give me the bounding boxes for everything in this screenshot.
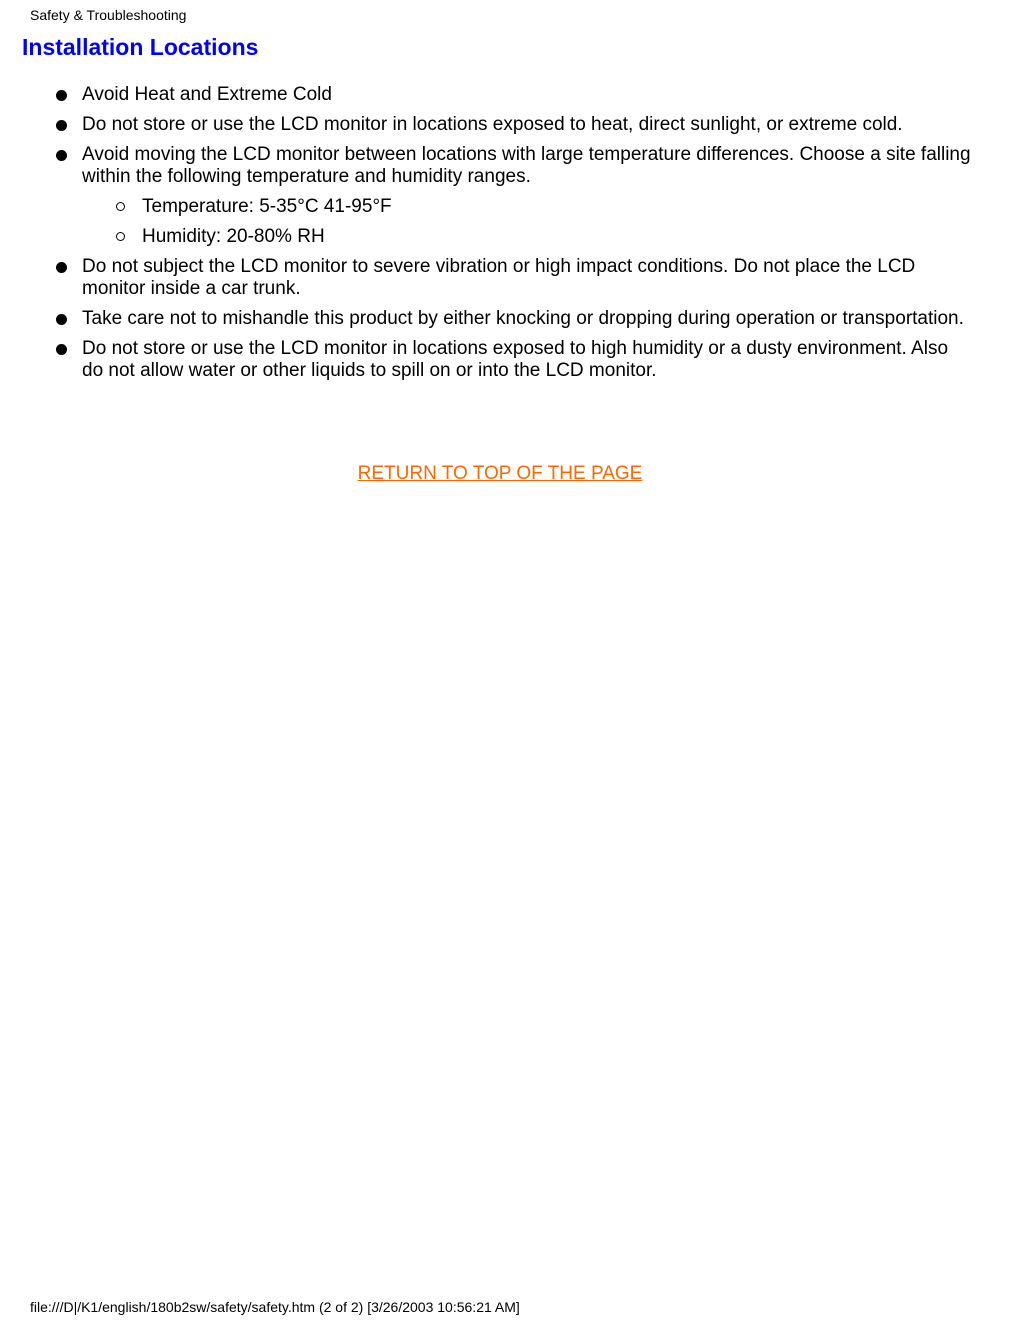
bullet-icon [56, 90, 67, 101]
list-item [0, 144, 972, 248]
page-header: Safety & Troubleshooting [30, 7, 187, 23]
sub-list-item-text: Temperature: 5-35°C 41-95°F [142, 196, 392, 217]
sub-list-item [0, 196, 972, 218]
return-to-top-link[interactable]: RETURN TO TOP OF THE PAGE [357, 463, 643, 484]
list-item [0, 338, 972, 382]
bullet-icon [56, 120, 67, 131]
page-footer: file:///D|/K1/english/180b2sw/safety/safety.htm (2 of 2) [3/26/2003 10:56:21 AM] [30, 1299, 520, 1315]
circle-bullet-icon [116, 202, 125, 211]
bullet-list [0, 84, 1020, 382]
return-link-container [0, 463, 1000, 485]
sub-list-item [0, 226, 972, 248]
bullet-icon [56, 150, 67, 161]
bullet-icon [56, 314, 67, 325]
page-title: Installation Locations [22, 34, 259, 60]
content [0, 84, 1020, 390]
list-item-text: Do not store or use the LCD monitor in locations exposed to heat, direct sunlight, or extreme cold. [82, 114, 903, 135]
sub-list-item-text: Humidity: 20-80% RH [142, 226, 325, 247]
sub-list [82, 196, 972, 248]
list-item [0, 84, 972, 106]
list-item-text: Take care not to mishandle this product by either knocking or dropping during operation or transportation. [82, 308, 964, 329]
list-item-text: Avoid moving the LCD monitor between locations with large temperature differences. Choose a site falling within the following temperature and humidity ranges. [82, 144, 971, 187]
list-item-text: Do not subject the LCD monitor to severe vibration or high impact conditions. Do not place the LCD monitor inside a car trunk. [82, 256, 916, 299]
bullet-icon [56, 262, 67, 273]
list-item [0, 308, 972, 330]
list-item-text: Do not store or use the LCD monitor in locations exposed to high humidity or a dusty environment. Also do not allow water or other liquids to spill on or into the LCD monitor. [82, 338, 949, 381]
circle-bullet-icon [116, 232, 125, 241]
bullet-icon [56, 344, 67, 355]
list-item-text: Avoid Heat and Extreme Cold [82, 84, 332, 105]
list-item [0, 114, 972, 136]
list-item [0, 256, 972, 300]
